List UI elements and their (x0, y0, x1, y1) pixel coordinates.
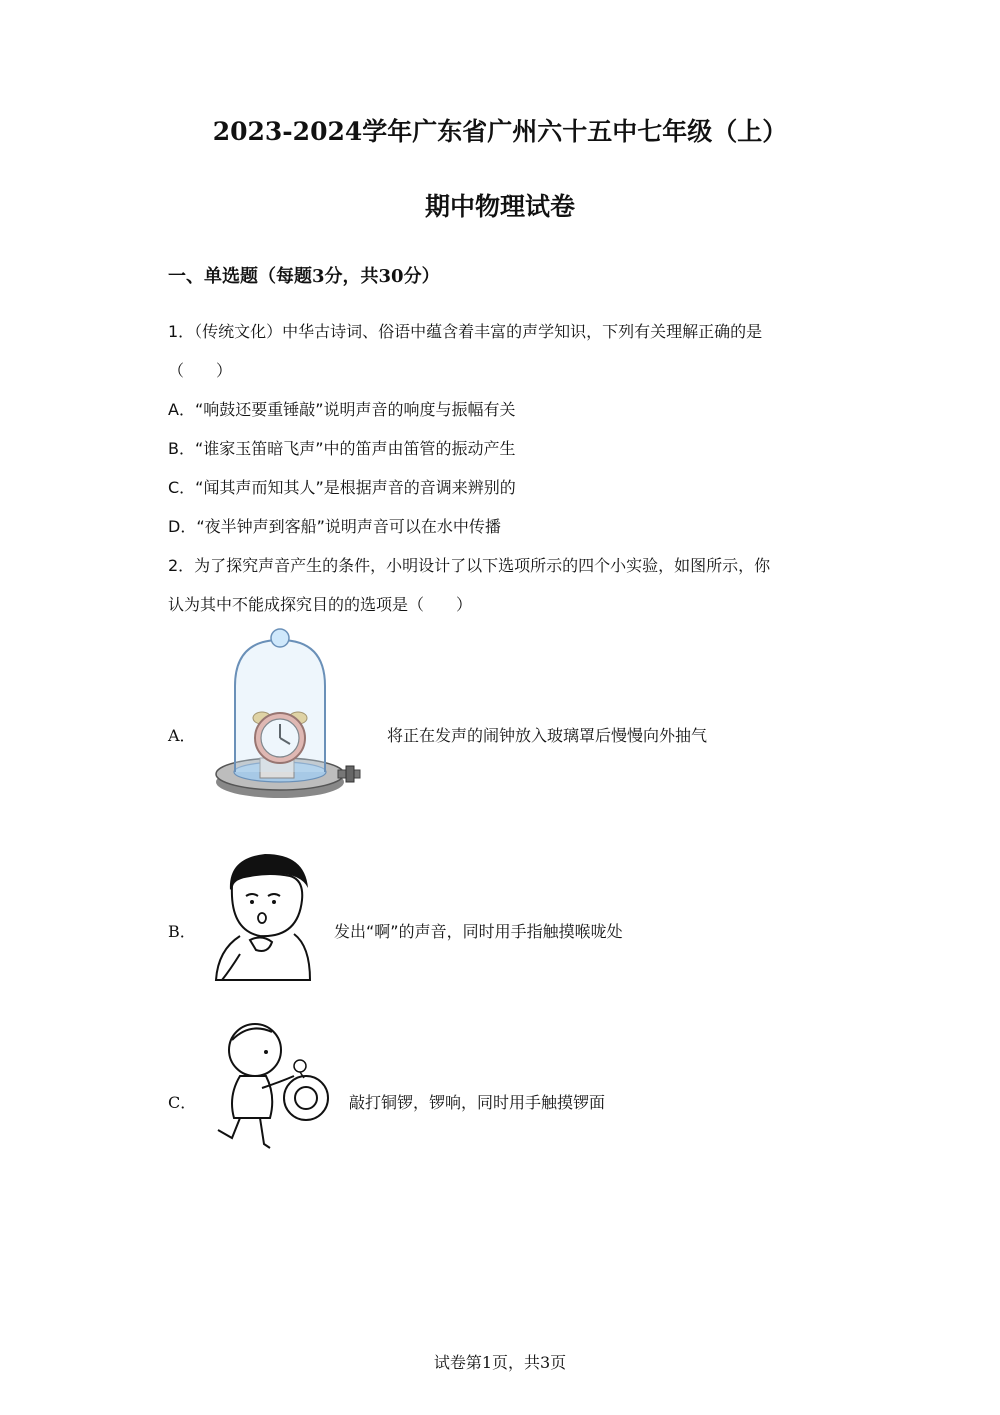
section-heading: 一、单选题（每题3分，共30分） (168, 266, 440, 287)
q1-option-d: D．“夜半钟声到客船”说明声音可以在水中传播 (168, 517, 501, 536)
q2-option-c-text: 敲打铜锣，锣响，同时用手触摸锣面 (349, 1093, 606, 1112)
q2-option-a-text: 将正在发声的闹钟放入玻璃罩后慢慢向外抽气 (387, 726, 708, 745)
q1-option-c: C．“闻其声而知其人”是根据声音的音调来辨别的 (168, 478, 516, 497)
q2-option-a-letter: A． (168, 726, 196, 745)
q1-option-b: B．“谁家玉笛暗飞声”中的笛声由笛管的振动产生 (168, 439, 516, 458)
q2-option-c-letter: C． (168, 1093, 197, 1112)
exam-title-line1: 2023-2024学年广东省广州六十五中七年级（上） (212, 117, 788, 146)
q1-option-a: A．“响鼓还要重锤敲”说明声音的响度与振幅有关 (168, 400, 516, 419)
q1-stem-line1: 1．（传统文化）中华古诗词、俗语中蕴含着丰富的声学知识，下列有关理解正确的是 (168, 322, 763, 341)
page-footer: 试卷第1页，共3页 (433, 1353, 567, 1372)
q2-stem-line2: 认为其中不能成探究目的的选项是（ ） (168, 595, 473, 614)
q2-stem-line1: 2．为了探究声音产生的条件，小明设计了以下选项所示的四个小实验，如图所示，你 (168, 556, 771, 575)
exam-title-line2: 期中物理试卷 (424, 192, 575, 221)
bell-jar-alarm-clock-figure (210, 626, 370, 810)
child-with-gong-figure (210, 1018, 340, 1162)
boy-touching-throat-figure (210, 850, 325, 994)
q2-option-b-letter: B． (168, 922, 196, 941)
q2-option-b-text: 发出“啊”的声音，同时用手指触摸喉咙处 (334, 922, 623, 941)
q1-stem-line2: （ ） (168, 361, 233, 380)
